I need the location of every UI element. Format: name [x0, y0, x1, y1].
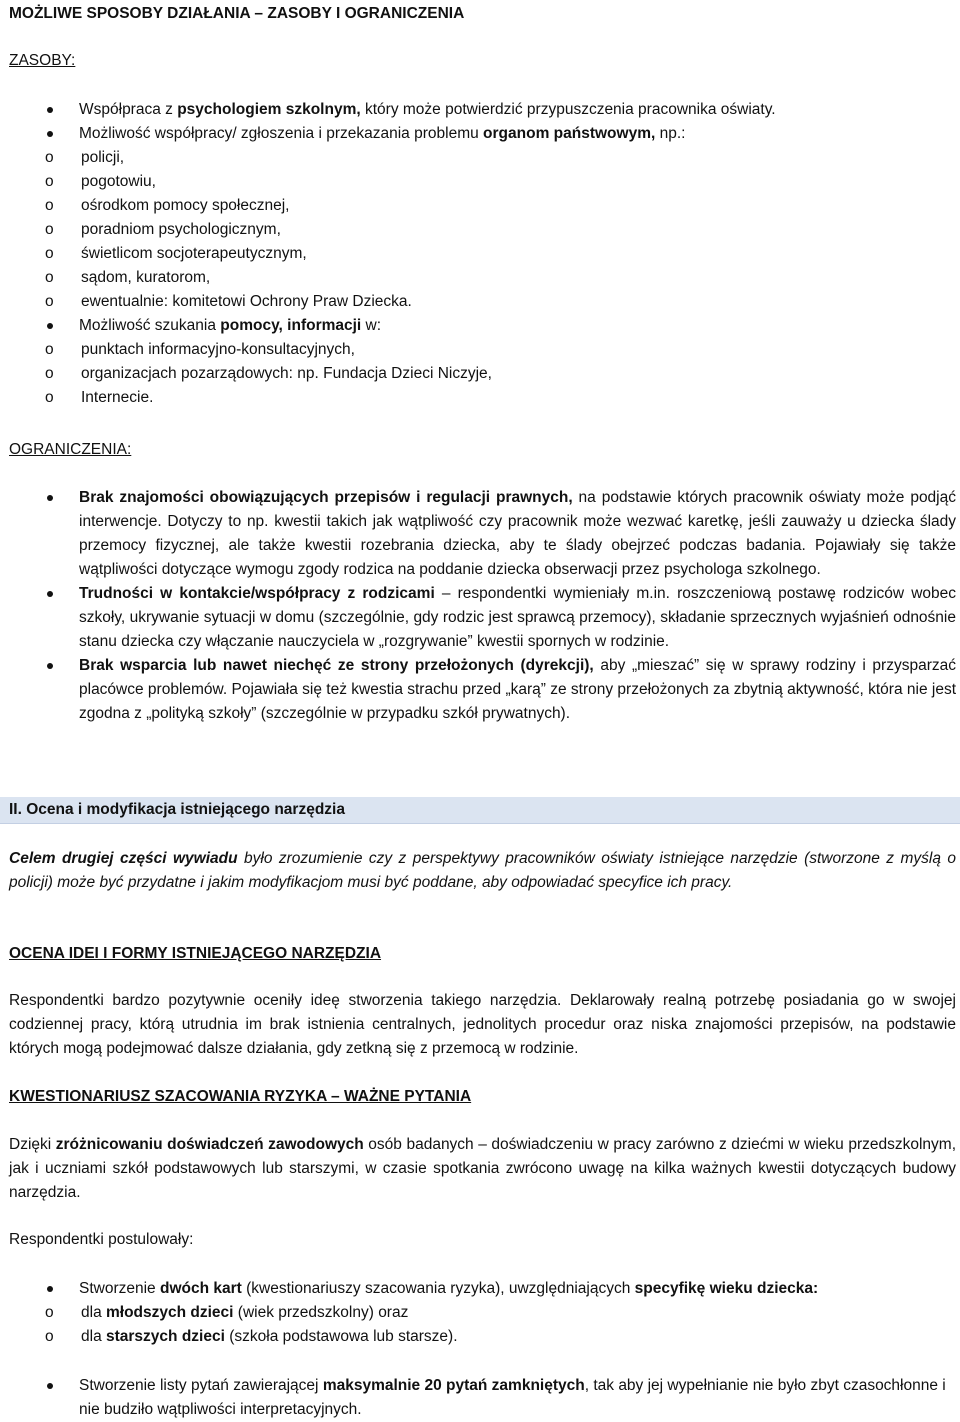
list-item: Możliwość szukania pomocy, informacji w: o punktach informacyjno-konsultacyjnych, o organizacjach pozarządowych: np. Fundacja Dzieci Niczyje, o Internecie. [9, 314, 956, 410]
bullet-icon [47, 495, 53, 501]
ograniczenia-label: OGRANICZENIA: [9, 441, 132, 458]
sublist [9, 1301, 956, 1349]
bullet-icon [47, 1383, 53, 1389]
postulaty-list-2 [9, 1374, 956, 1422]
postulaty-list [9, 1277, 956, 1349]
list-item: Współpraca z psychologiem szkolnym, który może potwierdzić przypuszczenia pracownika oświaty. [9, 98, 956, 122]
postulaty-label: Respondentki postulowały: [9, 1231, 194, 1248]
bullet-icon [47, 591, 53, 597]
sublist-item: o policji, [45, 149, 125, 166]
sublist-item: o pogotowiu, [45, 173, 156, 190]
section-intro: Celem drugiej części wywiadu było zrozumienie czy z perspektywy pracowników oświaty istniejące narzędzie (stworzone z myślą o policji) może być przydatne i jakim modyfikacjom musi być poddane, aby odpowiadać specyfice ich pracy. [9, 850, 956, 891]
sublist-item: o organizacjach pozarządowych: np. Fundacja Dzieci Niczyje, [45, 365, 492, 382]
page-title: MOŻLIWE SPOSOBY DZIAŁANIA – ZASOBY I OGRANICZENIA [9, 5, 465, 22]
zasoby-list [9, 98, 956, 410]
sublist [9, 146, 956, 314]
section-title: II. Ocena i modyfikacja istniejącego narzędzia [9, 801, 345, 818]
list-item: Stworzenie listy pytań zawierającej maksymalnie 20 pytań zamkniętych, tak aby jej wypełnianie nie było zbyt czasochłonne i nie budziło wątpliwości interpretacyjnych. [9, 1374, 956, 1422]
bullet-icon [47, 323, 53, 329]
list-item: Brak znajomości obowiązujących przepisów i regulacji prawnych, na podstawie których pracownik oświaty może podjąć interwencje. Dotyczy to np. kwestii takich jak wątpliwość czy pracownik może wezwać karetkę, jeśli zauważy u dziecka ślady przemocy fizycznej, ale także kwestii rozebrania dziecka, aby te ślady obejrzeć podczas badania. Pojawiały się także wątpliwości dotyczące wymogu zgody rodzica na poddanie dziecka obserwacji przez psychologa szkolnego. [9, 486, 956, 582]
zasoby-label: ZASOBY: [9, 52, 76, 69]
list-item: Możliwość współpracy/ zgłoszenia i przekazania problemu organom państwowym, np.: o policji, o pogotowiu, o ośrodkom pomocy społecznej, o poradniom psychologicznym, o świetlicom socjoterapeutycznym, o sądom, kuratorom, o ewentualnie: komitetowi Ochrony Praw Dziecka. [9, 122, 956, 314]
list-item: Trudności w kontakcie/współpracy z rodzicami – respondentki wymieniały m.in. roszczeniową postawę rodziców wobec szkoły, ukrywanie sytuacji w domu (szczególnie, gdy rodzic jest sprawcą przemocy), składanie sprzecznych wyjaśnień odnośnie stanu dziecka czy włączanie nauczyciela w „rozgrywanie” kwestii spornych w rodzinie. [9, 582, 956, 654]
ocena-paragraph: Respondentki bardzo pozytywnie oceniły ideę stworzenia takiego narzędzia. Deklarowały realną potrzebę posiadania go w swojej codziennej pracy, którą utrudnia im brak istnienia centralnych, jednolitych procedur oraz niska znajomości przepisów, na podstawie których mogą podejmować dalsze działania, gdy zetkną się z przemocą w rodzinie. [9, 992, 956, 1057]
ograniczenia-list [9, 486, 956, 726]
kwestionariusz-heading: KWESTIONARIUSZ SZACOWANIA RYZYKA – WAŻNE PYTANIA [9, 1088, 472, 1105]
sublist-item: o ośrodkom pomocy społecznej, [45, 197, 290, 214]
bullet-icon [47, 131, 53, 137]
sublist-item: o dla młodszych dzieci (wiek przedszkolny) oraz [45, 1304, 409, 1321]
ocena-heading: OCENA IDEI I FORMY ISTNIEJĄCEGO NARZĘDZIA [9, 945, 382, 962]
kwestionariusz-paragraph: Dzięki zróżnicowaniu doświadczeń zawodowych osób badanych – doświadczeniu w pracy zarówno z dziećmi w wieku przedszkolnym, jak i uczniami szkół podstawowych lub starszymi, w czasie spotkania zwrócono uwagę na kilka ważnych kwestii dotyczących budowy narzędzia. [9, 1136, 956, 1201]
sublist-item: o sądom, kuratorom, [45, 269, 211, 286]
list-item: Stworzenie dwóch kart (kwestionariuszy szacowania ryzyka), uwzględniających specyfikę wieku dziecka: o dla młodszych dzieci (wiek przedszkolny) oraz o dla starszych dzieci (szkoła podstawowa lub starsze). [9, 1277, 956, 1349]
sublist [9, 338, 956, 410]
sublist-item: o punktach informacyjno-konsultacyjnych, [45, 341, 355, 358]
list-item: Brak wsparcia lub nawet niechęć ze strony przełożonych (dyrekcji), aby „mieszać” się w sprawy rodziny i przysparzać placówce problemów. Pojawiała się też kwestia strachu przed „karą” ze strony przełożonych za zbytnią aktywność, która nie jest zgodna z „polityką szkoły” (szczególnie w przypadku szkół prywatnych). [9, 654, 956, 726]
bullet-icon [47, 1286, 53, 1292]
sublist-item: o dla starszych dzieci (szkoła podstawowa lub starsze). [45, 1328, 458, 1345]
sublist-item: o świetlicom socjoterapeutycznym, [45, 245, 307, 262]
sublist-item: o Internecie. [45, 389, 154, 406]
sublist-item: o poradniom psychologicznym, [45, 221, 281, 238]
section-heading-band [0, 797, 960, 824]
bullet-icon [47, 663, 53, 669]
sublist-item: o ewentualnie: komitetowi Ochrony Praw Dziecka. [45, 293, 412, 310]
bullet-icon [47, 107, 53, 113]
